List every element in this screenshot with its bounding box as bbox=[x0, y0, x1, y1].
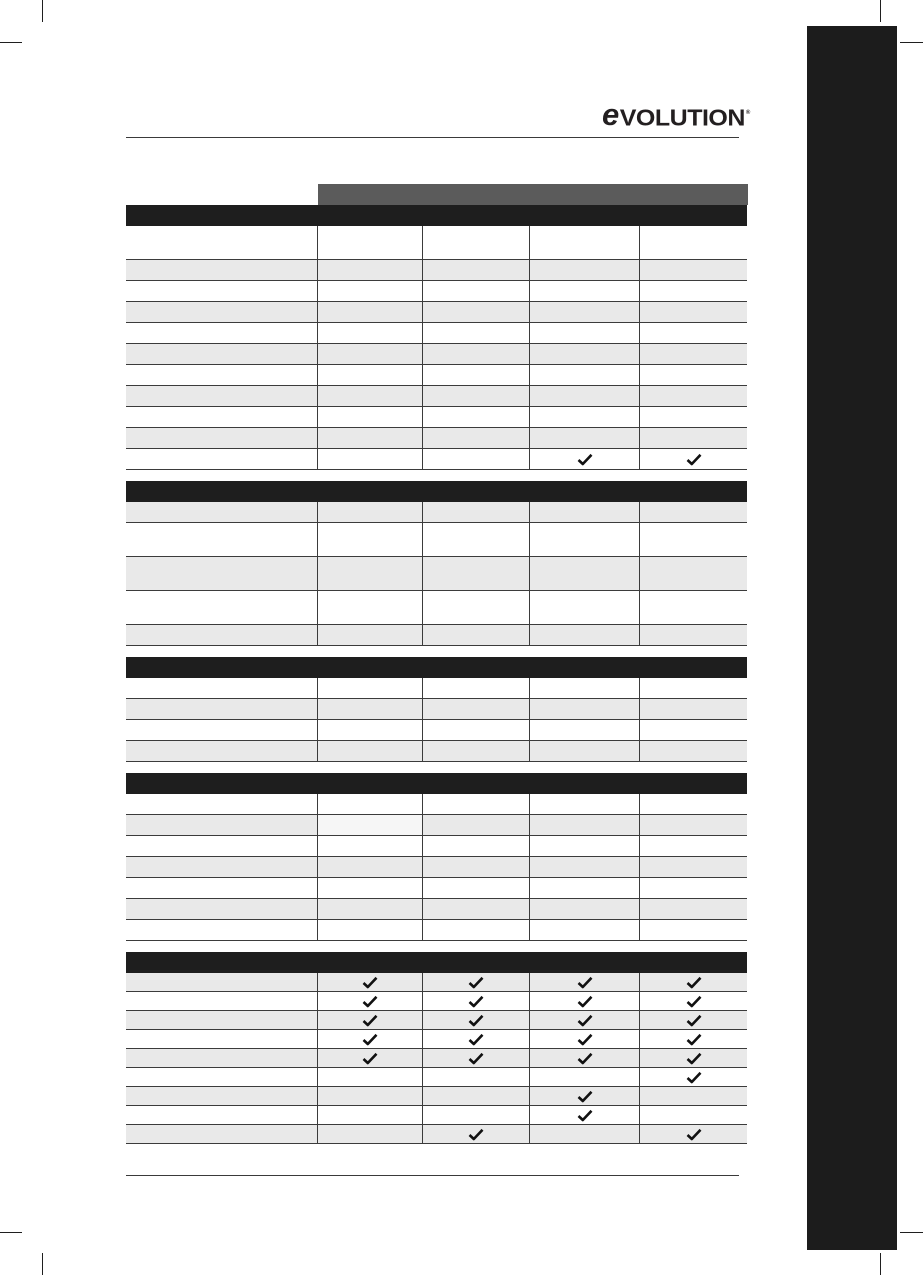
model-cell bbox=[423, 794, 530, 814]
model-cell bbox=[640, 302, 747, 322]
check-icon bbox=[577, 995, 593, 1008]
check-icon bbox=[468, 1033, 484, 1046]
model-cell bbox=[423, 1011, 530, 1029]
header-rule bbox=[126, 137, 739, 138]
row-label-cell bbox=[126, 878, 318, 898]
row-label-cell bbox=[126, 1049, 318, 1067]
crop-mark bbox=[42, 0, 43, 22]
model-cell bbox=[423, 591, 530, 624]
logo-registered-mark: ® bbox=[745, 110, 750, 116]
model-cell bbox=[640, 428, 747, 448]
check-icon bbox=[468, 1014, 484, 1027]
model-cell bbox=[530, 591, 640, 624]
check-icon bbox=[577, 1090, 593, 1103]
model-cell bbox=[640, 857, 747, 877]
model-cell bbox=[318, 428, 423, 448]
check-icon bbox=[362, 976, 378, 989]
model-cell bbox=[640, 591, 747, 624]
model-cell bbox=[640, 1125, 747, 1143]
model-cell bbox=[318, 1125, 423, 1143]
crop-mark bbox=[900, 1232, 923, 1233]
section-gap bbox=[126, 646, 747, 657]
model-cell bbox=[318, 260, 423, 280]
row-label-cell bbox=[126, 699, 318, 719]
model-cell bbox=[530, 699, 640, 719]
model-cell bbox=[318, 591, 423, 624]
model-cell bbox=[318, 1087, 423, 1105]
model-cell bbox=[530, 920, 640, 940]
model-cell bbox=[640, 741, 747, 761]
model-cell bbox=[318, 226, 423, 259]
model-cell bbox=[530, 428, 640, 448]
model-cell bbox=[530, 260, 640, 280]
model-cell bbox=[640, 523, 747, 556]
model-cell bbox=[530, 625, 640, 645]
section-header-bar bbox=[126, 952, 747, 973]
model-cell bbox=[318, 1030, 423, 1048]
model-cell bbox=[530, 678, 640, 698]
table-row bbox=[126, 699, 747, 720]
crop-mark bbox=[42, 1253, 43, 1275]
model-cell bbox=[318, 815, 423, 835]
model-cell bbox=[318, 741, 423, 761]
check-icon bbox=[577, 453, 593, 466]
model-cell bbox=[423, 302, 530, 322]
table-row bbox=[126, 1106, 747, 1125]
model-cell bbox=[530, 992, 640, 1010]
table-row bbox=[126, 857, 747, 878]
model-cell bbox=[640, 407, 747, 427]
model-cell bbox=[318, 302, 423, 322]
logo-e: e bbox=[602, 97, 619, 132]
table-row bbox=[126, 741, 747, 762]
model-cell bbox=[318, 625, 423, 645]
model-cell bbox=[423, 973, 530, 991]
model-cell bbox=[423, 428, 530, 448]
row-label-cell bbox=[126, 741, 318, 761]
check-icon bbox=[686, 453, 702, 466]
check-icon bbox=[468, 976, 484, 989]
model-cell bbox=[530, 365, 640, 385]
logo-wordmark: VOLUTION bbox=[619, 105, 745, 131]
row-label-cell bbox=[126, 365, 318, 385]
row-label-cell bbox=[126, 678, 318, 698]
model-cell bbox=[640, 720, 747, 740]
table-row bbox=[126, 1125, 747, 1144]
table-row bbox=[126, 720, 747, 741]
model-cell bbox=[640, 678, 747, 698]
model-cell bbox=[640, 226, 747, 259]
model-cell bbox=[640, 920, 747, 940]
table-row bbox=[126, 678, 747, 699]
row-label-cell bbox=[126, 323, 318, 343]
model-cell bbox=[423, 523, 530, 556]
row-label-cell bbox=[126, 815, 318, 835]
check-icon bbox=[686, 976, 702, 989]
model-cell bbox=[530, 815, 640, 835]
check-icon bbox=[686, 995, 702, 1008]
model-cell bbox=[423, 836, 530, 856]
row-label-cell bbox=[126, 899, 318, 919]
model-cell bbox=[423, 741, 530, 761]
model-cell bbox=[423, 920, 530, 940]
model-cell bbox=[423, 344, 530, 364]
model-cell bbox=[318, 281, 423, 301]
model-cell bbox=[423, 1049, 530, 1067]
table-row bbox=[126, 386, 747, 407]
row-label-cell bbox=[126, 920, 318, 940]
model-cell bbox=[640, 323, 747, 343]
side-tab bbox=[807, 26, 897, 1250]
check-icon bbox=[362, 1014, 378, 1027]
check-icon bbox=[686, 1033, 702, 1046]
model-cell bbox=[530, 878, 640, 898]
model-cell bbox=[318, 1106, 423, 1124]
model-cell bbox=[423, 720, 530, 740]
model-cell bbox=[318, 992, 423, 1010]
table-row bbox=[126, 815, 747, 836]
model-cell bbox=[640, 899, 747, 919]
crop-mark bbox=[900, 42, 923, 43]
model-cell bbox=[530, 323, 640, 343]
check-icon bbox=[686, 1014, 702, 1027]
row-label-cell bbox=[126, 281, 318, 301]
model-cell bbox=[530, 523, 640, 556]
check-icon bbox=[577, 1033, 593, 1046]
model-cell bbox=[640, 815, 747, 835]
model-cell bbox=[318, 794, 423, 814]
row-label-cell bbox=[126, 1068, 318, 1086]
table-row bbox=[126, 973, 747, 992]
crop-mark bbox=[880, 1253, 881, 1275]
model-cell bbox=[318, 386, 423, 406]
model-cell bbox=[640, 386, 747, 406]
model-header-bar bbox=[318, 184, 748, 205]
table-row bbox=[126, 1068, 747, 1087]
model-cell bbox=[530, 557, 640, 590]
model-cell bbox=[530, 386, 640, 406]
model-cell bbox=[640, 1087, 747, 1105]
model-cell bbox=[640, 836, 747, 856]
model-cell bbox=[318, 973, 423, 991]
model-cell bbox=[318, 365, 423, 385]
model-cell bbox=[423, 625, 530, 645]
model-cell bbox=[318, 1068, 423, 1086]
model-cell bbox=[423, 678, 530, 698]
model-cell bbox=[640, 1030, 747, 1048]
table-row bbox=[126, 878, 747, 899]
model-cell bbox=[640, 699, 747, 719]
table-row bbox=[126, 281, 747, 302]
model-cell bbox=[423, 1068, 530, 1086]
row-label-cell bbox=[126, 449, 318, 469]
model-cell bbox=[423, 365, 530, 385]
model-cell bbox=[318, 678, 423, 698]
model-cell bbox=[640, 973, 747, 991]
model-cell bbox=[530, 1030, 640, 1048]
model-cell bbox=[640, 1049, 747, 1067]
table-row bbox=[126, 365, 747, 386]
model-cell bbox=[318, 502, 423, 522]
section-header-bar bbox=[126, 481, 747, 502]
model-cell bbox=[318, 857, 423, 877]
model-cell bbox=[530, 1049, 640, 1067]
table-row bbox=[126, 625, 747, 646]
model-cell bbox=[640, 1068, 747, 1086]
table-row bbox=[126, 591, 747, 625]
model-cell bbox=[530, 407, 640, 427]
table-row bbox=[126, 260, 747, 281]
table-row bbox=[126, 344, 747, 365]
model-cell bbox=[530, 1125, 640, 1143]
model-cell bbox=[423, 407, 530, 427]
model-cell bbox=[423, 281, 530, 301]
model-cell bbox=[423, 386, 530, 406]
row-label-cell bbox=[126, 523, 318, 556]
section-header-bar bbox=[126, 205, 747, 226]
model-cell bbox=[423, 502, 530, 522]
table-row bbox=[126, 899, 747, 920]
table-row bbox=[126, 407, 747, 428]
table-row bbox=[126, 226, 747, 260]
model-cell bbox=[530, 1087, 640, 1105]
section-header-bar bbox=[126, 657, 747, 678]
model-cell bbox=[318, 699, 423, 719]
model-cell bbox=[423, 226, 530, 259]
model-cell bbox=[640, 449, 747, 469]
model-cell bbox=[423, 1030, 530, 1048]
footer-rule bbox=[126, 1175, 739, 1176]
model-cell bbox=[318, 920, 423, 940]
check-icon bbox=[577, 976, 593, 989]
model-cell bbox=[318, 449, 423, 469]
model-cell bbox=[530, 281, 640, 301]
table-row bbox=[126, 1011, 747, 1030]
check-icon bbox=[686, 1052, 702, 1065]
row-label-cell bbox=[126, 857, 318, 877]
model-cell bbox=[530, 857, 640, 877]
row-label-cell bbox=[126, 344, 318, 364]
row-label-cell bbox=[126, 428, 318, 448]
section-header-bar bbox=[126, 773, 747, 794]
model-cell bbox=[423, 899, 530, 919]
row-label-cell bbox=[126, 625, 318, 645]
model-cell bbox=[423, 260, 530, 280]
row-label-cell bbox=[126, 407, 318, 427]
model-cell bbox=[318, 878, 423, 898]
model-cell bbox=[640, 344, 747, 364]
model-cell bbox=[640, 992, 747, 1010]
row-label-cell bbox=[126, 1087, 318, 1105]
row-label-cell bbox=[126, 1125, 318, 1143]
model-cell bbox=[318, 720, 423, 740]
table-row bbox=[126, 794, 747, 815]
model-cell bbox=[423, 557, 530, 590]
model-cell bbox=[423, 857, 530, 877]
model-cell bbox=[530, 344, 640, 364]
model-cell bbox=[640, 260, 747, 280]
check-icon bbox=[362, 1033, 378, 1046]
model-cell bbox=[318, 899, 423, 919]
check-icon bbox=[686, 1128, 702, 1141]
model-cell bbox=[318, 344, 423, 364]
table-row bbox=[126, 323, 747, 344]
model-cell bbox=[530, 502, 640, 522]
model-cell bbox=[640, 1011, 747, 1029]
model-cell bbox=[640, 794, 747, 814]
spec-table bbox=[126, 205, 747, 1144]
model-cell bbox=[640, 281, 747, 301]
check-icon bbox=[577, 1052, 593, 1065]
model-cell bbox=[530, 1011, 640, 1029]
crop-mark bbox=[0, 1232, 22, 1233]
table-row bbox=[126, 836, 747, 857]
row-label-cell bbox=[126, 302, 318, 322]
table-row bbox=[126, 992, 747, 1011]
model-cell bbox=[530, 836, 640, 856]
model-cell bbox=[640, 1106, 747, 1124]
check-icon bbox=[362, 1052, 378, 1065]
model-cell bbox=[530, 1106, 640, 1124]
model-cell bbox=[423, 1106, 530, 1124]
crop-mark bbox=[880, 0, 881, 22]
model-cell bbox=[640, 502, 747, 522]
model-cell bbox=[530, 720, 640, 740]
model-cell bbox=[640, 365, 747, 385]
table-row bbox=[126, 1030, 747, 1049]
row-label-cell bbox=[126, 1011, 318, 1029]
row-label-cell bbox=[126, 226, 318, 259]
section-gap bbox=[126, 470, 747, 481]
check-icon bbox=[577, 1109, 593, 1122]
table-row bbox=[126, 557, 747, 591]
check-icon bbox=[468, 1128, 484, 1141]
model-cell bbox=[530, 794, 640, 814]
model-cell bbox=[530, 899, 640, 919]
model-cell bbox=[318, 1049, 423, 1067]
model-cell bbox=[530, 449, 640, 469]
check-icon bbox=[362, 995, 378, 1008]
table-row bbox=[126, 428, 747, 449]
check-icon bbox=[686, 1071, 702, 1084]
row-label-cell bbox=[126, 502, 318, 522]
model-cell bbox=[530, 1068, 640, 1086]
model-cell bbox=[318, 323, 423, 343]
model-cell bbox=[318, 836, 423, 856]
model-cell bbox=[423, 878, 530, 898]
table-row bbox=[126, 502, 747, 523]
row-label-cell bbox=[126, 973, 318, 991]
row-label-cell bbox=[126, 720, 318, 740]
row-label-cell bbox=[126, 260, 318, 280]
row-label-cell bbox=[126, 1030, 318, 1048]
row-label-cell bbox=[126, 557, 318, 590]
table-row bbox=[126, 523, 747, 557]
model-cell bbox=[530, 302, 640, 322]
brand-logo bbox=[602, 97, 750, 132]
model-cell bbox=[423, 449, 530, 469]
row-label-cell bbox=[126, 794, 318, 814]
model-cell bbox=[530, 973, 640, 991]
check-icon bbox=[577, 1014, 593, 1027]
section-gap bbox=[126, 941, 747, 952]
model-cell bbox=[423, 323, 530, 343]
model-cell bbox=[423, 1087, 530, 1105]
model-cell bbox=[318, 523, 423, 556]
model-cell bbox=[640, 878, 747, 898]
model-cell bbox=[318, 557, 423, 590]
table-row bbox=[126, 449, 747, 470]
table-row bbox=[126, 302, 747, 323]
row-label-cell bbox=[126, 386, 318, 406]
model-cell bbox=[640, 557, 747, 590]
model-cell bbox=[640, 625, 747, 645]
row-label-cell bbox=[126, 1106, 318, 1124]
model-cell bbox=[530, 741, 640, 761]
check-icon bbox=[468, 1052, 484, 1065]
table-row bbox=[126, 920, 747, 941]
row-label-cell bbox=[126, 591, 318, 624]
section-gap bbox=[126, 762, 747, 773]
model-cell bbox=[318, 1011, 423, 1029]
model-cell bbox=[423, 1125, 530, 1143]
row-label-cell bbox=[126, 836, 318, 856]
crop-mark bbox=[0, 42, 22, 43]
table-row bbox=[126, 1087, 747, 1106]
row-label-cell bbox=[126, 992, 318, 1010]
table-row bbox=[126, 1049, 747, 1068]
model-cell bbox=[423, 699, 530, 719]
model-cell bbox=[423, 815, 530, 835]
model-cell bbox=[530, 226, 640, 259]
check-icon bbox=[468, 995, 484, 1008]
model-cell bbox=[423, 992, 530, 1010]
model-cell bbox=[318, 407, 423, 427]
